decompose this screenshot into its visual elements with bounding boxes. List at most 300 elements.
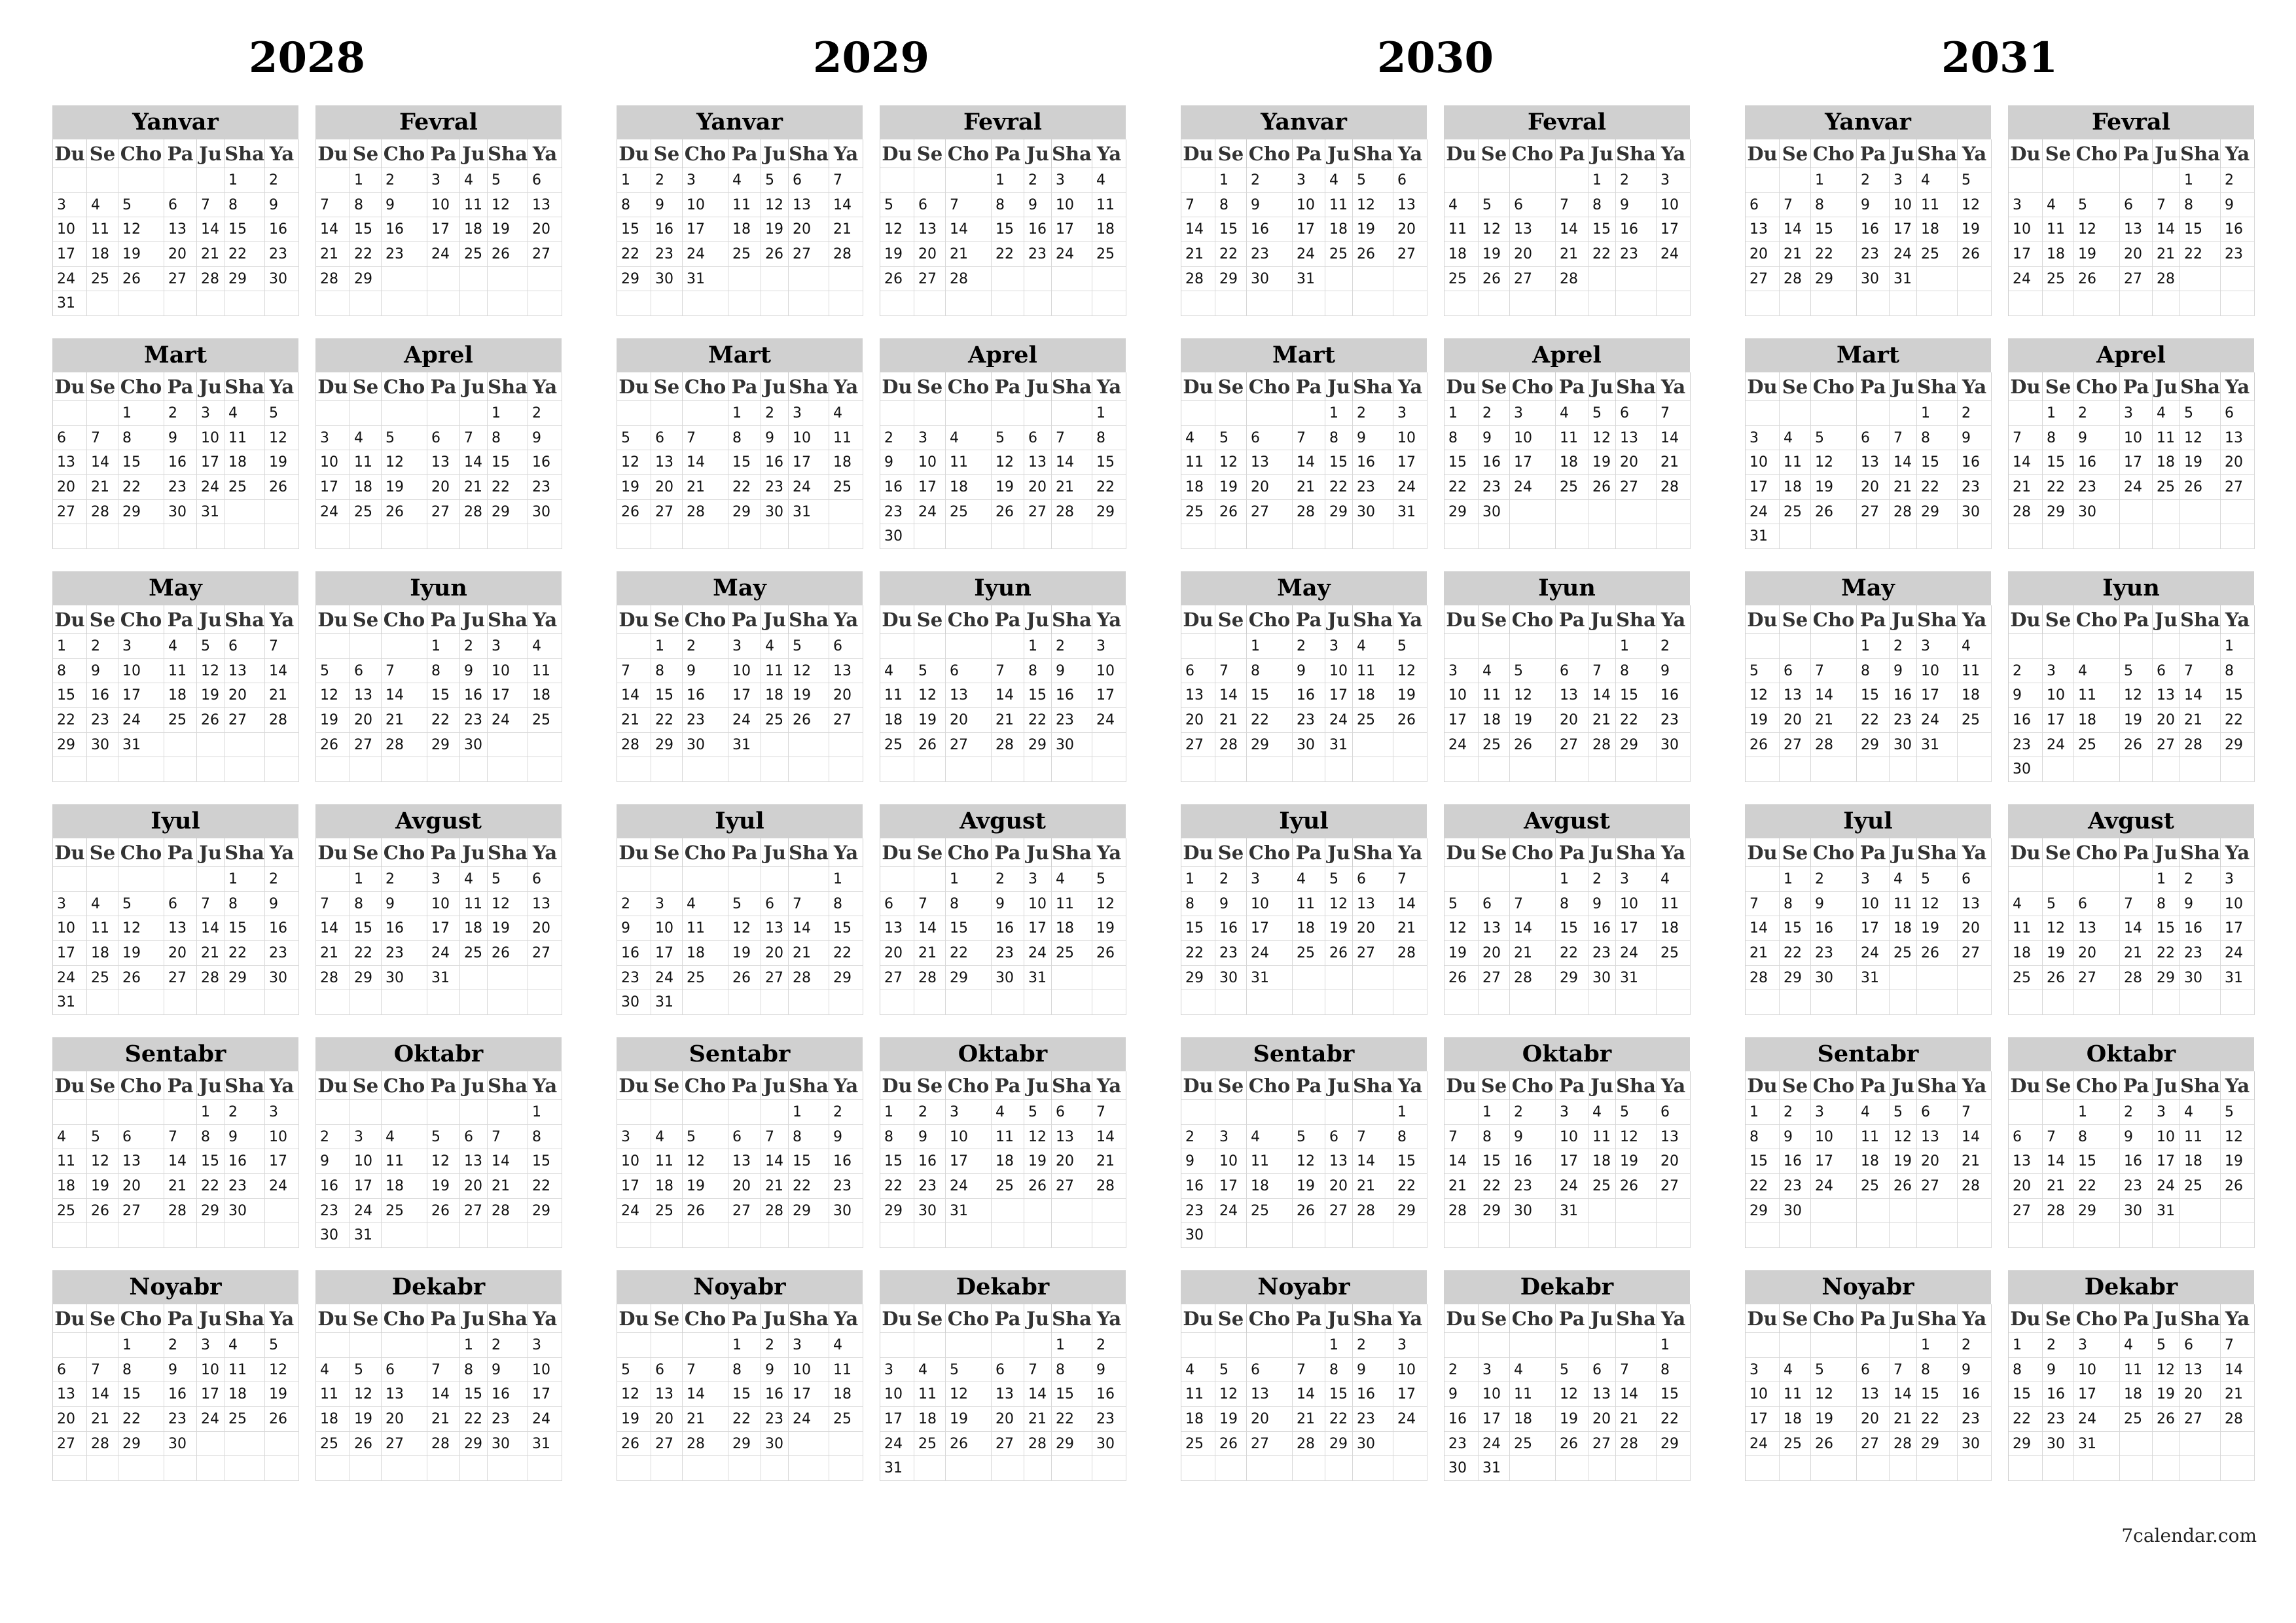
day-cell: 25 (1293, 941, 1325, 966)
empty-day-cell (914, 168, 946, 193)
day-cell: 3 (1215, 1125, 1247, 1150)
empty-day-cell (1616, 990, 1657, 1015)
weekday-header: Cho (118, 139, 164, 168)
month-grid (52, 838, 298, 1015)
day-cell: 22 (1556, 941, 1588, 966)
empty-day-cell (488, 1456, 528, 1481)
weekday-header: Ju (761, 372, 789, 401)
day-cell: 10 (1917, 659, 1958, 684)
day-cell: 10 (651, 916, 683, 941)
day-cell: 25 (2074, 733, 2120, 758)
empty-day-cell (1444, 1100, 1479, 1125)
day-cell: 10 (488, 659, 528, 684)
day-cell: 13 (164, 217, 197, 242)
weekday-header: Ju (197, 1304, 224, 1333)
empty-day-cell (789, 267, 829, 292)
empty-day-cell (1181, 757, 1215, 782)
empty-day-cell (617, 634, 651, 659)
day-cell: 19 (2074, 242, 2120, 267)
empty-day-cell (382, 291, 427, 316)
empty-day-cell (53, 1223, 87, 1248)
weekday-header: Ya (265, 372, 299, 401)
day-cell: 13 (1052, 1125, 1092, 1150)
day-cell: 15 (2180, 217, 2221, 242)
empty-day-cell (1479, 1333, 1510, 1358)
day-cell: 11 (914, 1382, 946, 1407)
weekday-header: Cho (382, 372, 427, 401)
day-cell: 13 (53, 1382, 87, 1407)
empty-day-cell (1092, 1199, 1126, 1224)
month-mart-2029 (617, 338, 863, 549)
day-cell: 3 (1393, 1333, 1427, 1358)
empty-day-cell (1181, 1456, 1215, 1481)
empty-day-cell (1444, 291, 1479, 316)
day-cell: 20 (1857, 1407, 1890, 1432)
day-cell: 11 (1052, 892, 1092, 917)
day-cell: 29 (1857, 733, 1890, 758)
empty-day-cell (1024, 1199, 1052, 1224)
day-cell: 14 (2043, 1149, 2074, 1174)
empty-day-cell (1857, 990, 1890, 1015)
weekday-header: Du (316, 838, 350, 867)
month-grid (52, 372, 298, 549)
day-cell: 29 (2009, 1432, 2043, 1457)
empty-day-cell (488, 733, 528, 758)
empty-day-cell (224, 990, 265, 1015)
day-cell: 18 (87, 941, 118, 966)
day-cell: 9 (880, 450, 914, 475)
day-cell: 20 (1181, 708, 1215, 733)
day-cell: 5 (2180, 401, 2221, 426)
empty-day-cell (2009, 291, 2043, 316)
empty-day-cell (880, 291, 914, 316)
empty-day-cell (1444, 524, 1479, 549)
day-cell: 19 (488, 916, 528, 941)
month-name: Oktabr (2008, 1037, 2254, 1071)
day-cell: 20 (224, 683, 265, 708)
empty-day-cell (1588, 267, 1616, 292)
day-cell: 8 (880, 1125, 914, 1150)
day-cell: 23 (1890, 708, 1917, 733)
empty-day-cell (651, 1223, 683, 1248)
empty-day-cell (1393, 733, 1427, 758)
empty-day-cell (1215, 524, 1247, 549)
day-cell: 28 (1353, 1199, 1393, 1224)
day-cell: 9 (488, 1358, 528, 1383)
month-iyun-2028 (315, 571, 562, 782)
day-cell: 31 (53, 990, 87, 1015)
month-oktabr-2029 (880, 1037, 1126, 1248)
day-cell: 7 (1293, 1358, 1325, 1383)
day-cell: 7 (197, 193, 224, 218)
day-cell: 1 (617, 168, 651, 193)
day-cell: 25 (946, 500, 992, 525)
day-cell: 9 (1958, 426, 1992, 451)
weekday-header: Ya (1958, 139, 1992, 168)
empty-day-cell (683, 401, 728, 426)
day-cell: 6 (914, 193, 946, 218)
empty-day-cell (2221, 757, 2255, 782)
empty-day-cell (992, 291, 1024, 316)
empty-day-cell (87, 990, 118, 1015)
empty-day-cell (2221, 990, 2255, 1015)
weekday-header: Ju (761, 1071, 789, 1100)
day-cell: 4 (1353, 634, 1393, 659)
day-cell: 22 (1746, 1174, 1780, 1199)
day-cell: 15 (992, 217, 1024, 242)
empty-day-cell (2043, 1223, 2074, 1248)
empty-day-cell (1890, 291, 1917, 316)
day-cell: 26 (1556, 1432, 1588, 1457)
empty-day-cell (1890, 1456, 1917, 1481)
empty-day-cell (1556, 757, 1588, 782)
day-cell: 19 (1746, 708, 1780, 733)
day-cell: 7 (316, 892, 350, 917)
month-grid (2008, 139, 2254, 316)
day-cell: 16 (1353, 450, 1393, 475)
empty-day-cell (683, 1223, 728, 1248)
day-cell: 28 (460, 500, 488, 525)
weekday-header: Ju (197, 139, 224, 168)
day-cell: 27 (53, 500, 87, 525)
day-cell: 5 (488, 168, 528, 193)
day-cell: 22 (1393, 1174, 1427, 1199)
day-cell: 24 (1092, 708, 1126, 733)
month-grid (315, 139, 562, 316)
day-cell: 15 (1746, 1149, 1780, 1174)
day-cell: 28 (197, 966, 224, 991)
day-cell: 19 (118, 242, 164, 267)
empty-day-cell (2009, 168, 2043, 193)
day-cell: 4 (2043, 193, 2074, 218)
empty-day-cell (382, 401, 427, 426)
weekday-header: Ya (265, 1071, 299, 1100)
weekday-header: Se (87, 605, 118, 634)
weekday-header: Pa (427, 605, 460, 634)
day-cell: 14 (87, 450, 118, 475)
day-cell: 8 (946, 892, 992, 917)
weekday-header: Se (914, 1304, 946, 1333)
empty-day-cell (683, 757, 728, 782)
day-cell: 3 (1510, 401, 1556, 426)
day-cell: 30 (617, 990, 651, 1015)
day-cell: 23 (1215, 941, 1247, 966)
day-cell: 14 (2120, 916, 2153, 941)
day-cell: 24 (1510, 475, 1556, 500)
day-cell: 20 (528, 916, 562, 941)
month-name: Mart (52, 338, 298, 372)
empty-day-cell (946, 990, 992, 1015)
weekday-header: Sha (488, 139, 528, 168)
day-cell: 18 (992, 1149, 1024, 1174)
day-cell: 27 (1393, 242, 1427, 267)
empty-day-cell (1393, 267, 1427, 292)
day-cell: 10 (1325, 659, 1353, 684)
day-cell: 28 (2221, 1407, 2255, 1432)
month-grid (1444, 605, 1690, 782)
empty-day-cell (118, 291, 164, 316)
weekday-header: Se (350, 838, 382, 867)
day-cell: 4 (164, 634, 197, 659)
day-cell: 30 (2180, 966, 2221, 991)
day-cell: 20 (1479, 941, 1510, 966)
weekday-header: Ju (1325, 372, 1353, 401)
day-cell: 27 (651, 1432, 683, 1457)
day-cell: 22 (350, 242, 382, 267)
weekday-header: Ju (1588, 1304, 1616, 1333)
empty-day-cell (1024, 291, 1052, 316)
day-cell: 27 (1510, 267, 1556, 292)
day-cell: 11 (1479, 683, 1510, 708)
site-credit[interactable]: 7calendar.com (2121, 1525, 2257, 1546)
day-cell: 17 (1215, 1174, 1247, 1199)
weekday-header: Ju (460, 605, 488, 634)
day-cell: 12 (265, 1358, 299, 1383)
empty-day-cell (728, 990, 761, 1015)
day-cell: 3 (1444, 659, 1479, 684)
empty-day-cell (651, 401, 683, 426)
weekday-header: Du (1181, 139, 1215, 168)
weekday-header: Ju (2153, 139, 2180, 168)
day-cell: 20 (1052, 1149, 1092, 1174)
day-cell: 22 (2221, 708, 2255, 733)
day-cell: 25 (1958, 708, 1992, 733)
day-cell: 22 (829, 941, 863, 966)
day-cell: 24 (946, 1174, 992, 1199)
day-cell: 25 (651, 1199, 683, 1224)
empty-day-cell (829, 733, 863, 758)
weekday-header: Du (1746, 1071, 1780, 1100)
weekday-header: Ya (2221, 139, 2255, 168)
day-cell: 19 (1811, 1407, 1857, 1432)
day-cell: 11 (1588, 1125, 1616, 1150)
day-cell: 31 (53, 291, 87, 316)
day-cell: 1 (1092, 401, 1126, 426)
month-name: Mart (617, 338, 863, 372)
day-cell: 23 (1780, 1174, 1811, 1199)
month-iyul-2031 (1745, 804, 1991, 1015)
day-cell: 18 (1780, 475, 1811, 500)
day-cell: 9 (1092, 1358, 1126, 1383)
empty-day-cell (1181, 1333, 1215, 1358)
day-cell: 20 (1510, 242, 1556, 267)
empty-day-cell (1325, 267, 1353, 292)
day-cell: 16 (2009, 708, 2043, 733)
empty-day-cell (427, 291, 460, 316)
day-cell: 15 (880, 1149, 914, 1174)
month-name: Aprel (1444, 338, 1690, 372)
day-cell: 26 (1811, 1432, 1857, 1457)
day-cell: 1 (1917, 1333, 1958, 1358)
empty-day-cell (1052, 757, 1092, 782)
day-cell: 12 (1811, 450, 1857, 475)
day-cell: 1 (53, 634, 87, 659)
weekday-header: Cho (1811, 1071, 1857, 1100)
day-cell: 23 (224, 1174, 265, 1199)
day-cell: 24 (350, 1199, 382, 1224)
day-cell: 11 (2180, 1125, 2221, 1150)
day-cell: 4 (1444, 193, 1479, 218)
day-cell: 5 (1293, 1125, 1325, 1150)
empty-day-cell (164, 168, 197, 193)
empty-day-cell (651, 291, 683, 316)
day-cell: 7 (1444, 1125, 1479, 1150)
empty-day-cell (992, 267, 1024, 292)
day-cell: 7 (1092, 1100, 1126, 1125)
empty-day-cell (2221, 291, 2255, 316)
day-cell: 16 (488, 1382, 528, 1407)
weekday-header: Pa (1857, 139, 1890, 168)
day-cell: 14 (488, 1149, 528, 1174)
day-cell: 13 (1510, 217, 1556, 242)
weekday-header: Ya (1092, 1071, 1126, 1100)
day-cell: 30 (2074, 500, 2120, 525)
empty-day-cell (87, 1456, 118, 1481)
day-cell: 12 (1293, 1149, 1325, 1174)
day-cell: 6 (2009, 1125, 2043, 1150)
weekday-header: Ya (528, 1304, 562, 1333)
day-cell: 22 (118, 1407, 164, 1432)
empty-day-cell (164, 524, 197, 549)
day-cell: 23 (1247, 242, 1293, 267)
day-cell: 21 (382, 708, 427, 733)
empty-day-cell (528, 267, 562, 292)
day-cell: 9 (683, 659, 728, 684)
day-cell: 15 (528, 1149, 562, 1174)
weekday-header: Sha (1616, 372, 1657, 401)
day-cell: 30 (1958, 500, 1992, 525)
empty-day-cell (1393, 1456, 1427, 1481)
empty-day-cell (1556, 1333, 1588, 1358)
day-cell: 30 (880, 524, 914, 549)
day-cell: 20 (53, 475, 87, 500)
empty-day-cell (488, 524, 528, 549)
day-cell: 16 (382, 916, 427, 941)
day-cell: 28 (683, 1432, 728, 1457)
empty-day-cell (761, 267, 789, 292)
month-dekabr-2031 (2008, 1270, 2254, 1481)
day-cell: 10 (53, 217, 87, 242)
empty-day-cell (350, 1100, 382, 1125)
day-cell: 8 (118, 1358, 164, 1383)
empty-day-cell (2180, 757, 2221, 782)
empty-day-cell (1746, 1333, 1780, 1358)
day-cell: 12 (265, 426, 299, 451)
day-cell: 5 (728, 892, 761, 917)
day-cell: 22 (1479, 1174, 1510, 1199)
empty-day-cell (197, 733, 224, 758)
day-cell: 12 (382, 450, 427, 475)
day-cell: 19 (1024, 1149, 1052, 1174)
day-cell: 5 (118, 193, 164, 218)
day-cell: 8 (528, 1125, 562, 1150)
empty-day-cell (2043, 634, 2074, 659)
day-cell: 14 (1215, 683, 1247, 708)
day-cell: 6 (1181, 659, 1215, 684)
weekday-header: Ya (829, 1304, 863, 1333)
day-cell: 11 (1958, 659, 1992, 684)
day-cell: 30 (87, 733, 118, 758)
day-cell: 30 (1857, 267, 1890, 292)
day-cell: 29 (488, 500, 528, 525)
day-cell: 17 (197, 1382, 224, 1407)
day-cell: 24 (1811, 1174, 1857, 1199)
weekday-header: Se (1780, 838, 1811, 867)
day-cell: 14 (1092, 1125, 1126, 1150)
day-cell: 19 (2153, 1382, 2180, 1407)
empty-day-cell (1657, 757, 1691, 782)
weekday-header: Du (53, 1304, 87, 1333)
empty-day-cell (1393, 524, 1427, 549)
day-cell: 27 (1479, 966, 1510, 991)
empty-day-cell (460, 267, 488, 292)
day-cell: 15 (1811, 217, 1857, 242)
empty-day-cell (1811, 990, 1857, 1015)
empty-day-cell (528, 1223, 562, 1248)
day-cell: 8 (789, 1125, 829, 1150)
day-cell: 10 (946, 1125, 992, 1150)
empty-day-cell (880, 1333, 914, 1358)
day-cell: 31 (1890, 267, 1917, 292)
day-cell: 18 (1890, 916, 1917, 941)
empty-day-cell (1811, 1223, 1857, 1248)
empty-day-cell (2120, 291, 2153, 316)
day-cell: 20 (1616, 450, 1657, 475)
empty-day-cell (2009, 1456, 2043, 1481)
empty-day-cell (488, 1223, 528, 1248)
day-cell: 23 (1588, 941, 1616, 966)
day-cell: 28 (87, 1432, 118, 1457)
day-cell: 26 (1444, 966, 1479, 991)
weekday-header: Cho (1247, 1071, 1293, 1100)
day-cell: 2 (761, 1333, 789, 1358)
day-cell: 15 (2153, 916, 2180, 941)
weekday-header: Pa (728, 1071, 761, 1100)
day-cell: 25 (2153, 475, 2180, 500)
day-cell: 17 (2009, 242, 2043, 267)
empty-day-cell (914, 401, 946, 426)
day-cell: 19 (1092, 916, 1126, 941)
weekday-header: Ju (1024, 605, 1052, 634)
empty-day-cell (1293, 990, 1325, 1015)
empty-day-cell (1247, 1456, 1293, 1481)
day-cell: 7 (2180, 659, 2221, 684)
day-cell: 5 (1215, 1358, 1247, 1383)
month-name: Aprel (880, 338, 1126, 372)
day-cell: 7 (488, 1125, 528, 1150)
day-cell: 13 (1325, 1149, 1353, 1174)
month-grid (52, 605, 298, 782)
weekday-header: Ya (528, 838, 562, 867)
empty-day-cell (2043, 757, 2074, 782)
empty-day-cell (427, 1333, 460, 1358)
day-cell: 14 (1958, 1125, 1992, 1150)
day-cell: 29 (651, 733, 683, 758)
weekday-header: Cho (382, 605, 427, 634)
empty-day-cell (2043, 524, 2074, 549)
month-grid (2008, 605, 2254, 782)
day-cell: 17 (1293, 217, 1325, 242)
day-cell: 6 (1247, 426, 1293, 451)
day-cell: 26 (1092, 941, 1126, 966)
weekday-header: Ju (1890, 1304, 1917, 1333)
weekday-header: Pa (728, 139, 761, 168)
weekday-header: Du (617, 838, 651, 867)
empty-day-cell (1353, 267, 1393, 292)
day-cell: 14 (992, 683, 1024, 708)
day-cell: 27 (118, 1199, 164, 1224)
weekday-header: Cho (683, 1071, 728, 1100)
